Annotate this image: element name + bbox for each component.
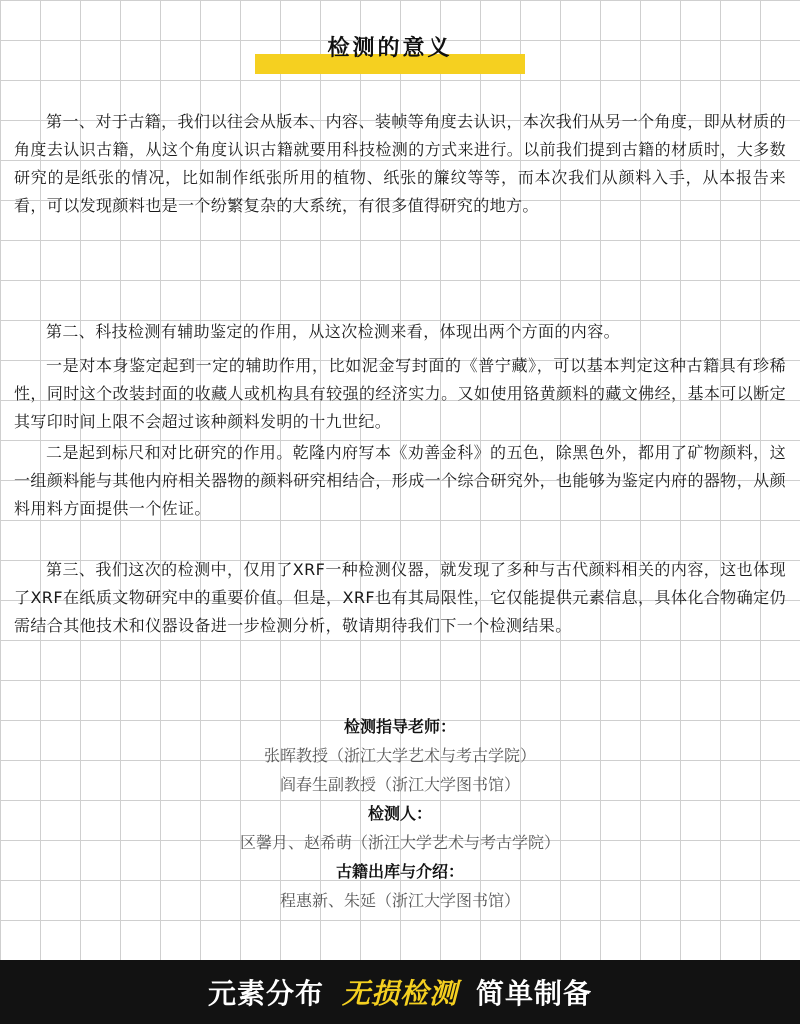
testers-heading: 检测人： [367, 804, 432, 823]
footer-text-left: 元素分布 [207, 977, 324, 1010]
advisor-1: 张晖教授（浙江大学艺术与考古学院） [263, 746, 536, 765]
paragraph-second-point-one: 一是对本身鉴定起到一定的辅助作用，比如泥金写封面的《普宁藏》，可以基本判定这种古籍具有珍稀性，同时这个改装封面的收藏人或机构具有较强的经济实力。又如使用铬黄颜料的藏文佛经，基本可以断定其写印时间上限不会超过该种颜料发明的十九世纪。 [14, 356, 786, 431]
provider: 程惠新、朱延（浙江大学图书馆） [279, 891, 520, 910]
title-block [255, 34, 525, 72]
advisor-2: 阎春生副教授（浙江大学图书馆） [279, 775, 520, 794]
page-title: 检测的意义 [327, 36, 453, 61]
provider-heading: 古籍出库与介绍： [335, 862, 464, 881]
paragraph-first: 第一、对于古籍，我们以往会从版本、内容、装帧等角度去认识，本次我们从另一个角度，即从材质的角度去认识古籍，从这个角度认识古籍就要用科技检测的方式来进行。以前我们提到古籍的材质时，大多数研究的是纸张的情况，比如制作纸张所用的植物、纸张的簾纹等等，而本次我们从颜料入手，从本报告来看，可以发现颜料也是一个纷繁复杂的大系统，有很多值得研究的地方。 [14, 112, 786, 215]
paragraph-third: 第三、我们这次的检测中，仅用了XRF一种检测仪器，就发现了多种与古代颜料相关的内容，这也体现了XRF在纸质文物研究中的重要价值。但是，XRF也有其局限性，它仅能提供元素信息，具体化合物确定仍需结合其他技术和仪器设备进一步检测分析，敬请期待我们下一个检测结果。 [14, 560, 786, 635]
credits-block [0, 712, 800, 915]
testers: 区馨月、赵希萌（浙江大学艺术与考古学院） [239, 833, 560, 852]
footer-text-right: 简单制备 [476, 977, 593, 1010]
paragraph-second-point-two: 二是起到标尺和对比研究的作用。乾隆内府写本《劝善金科》的五色，除黑色外，都用了矿物颜料，这一组颜料能与其他内府相关器物的颜料研究相结合，形成一个综合研究外，也能够为鉴定内府的器物，从颜料用料方面提供一个佐证。 [14, 443, 786, 518]
footer-banner [0, 960, 800, 1024]
footer-text-highlight: 无损检测 [341, 977, 458, 1010]
paragraph-second: 第二、科技检测有辅助鉴定的作用，从这次检测来看，体现出两个方面的内容。 [46, 322, 621, 341]
advisors-heading: 检测指导老师： [343, 717, 456, 736]
